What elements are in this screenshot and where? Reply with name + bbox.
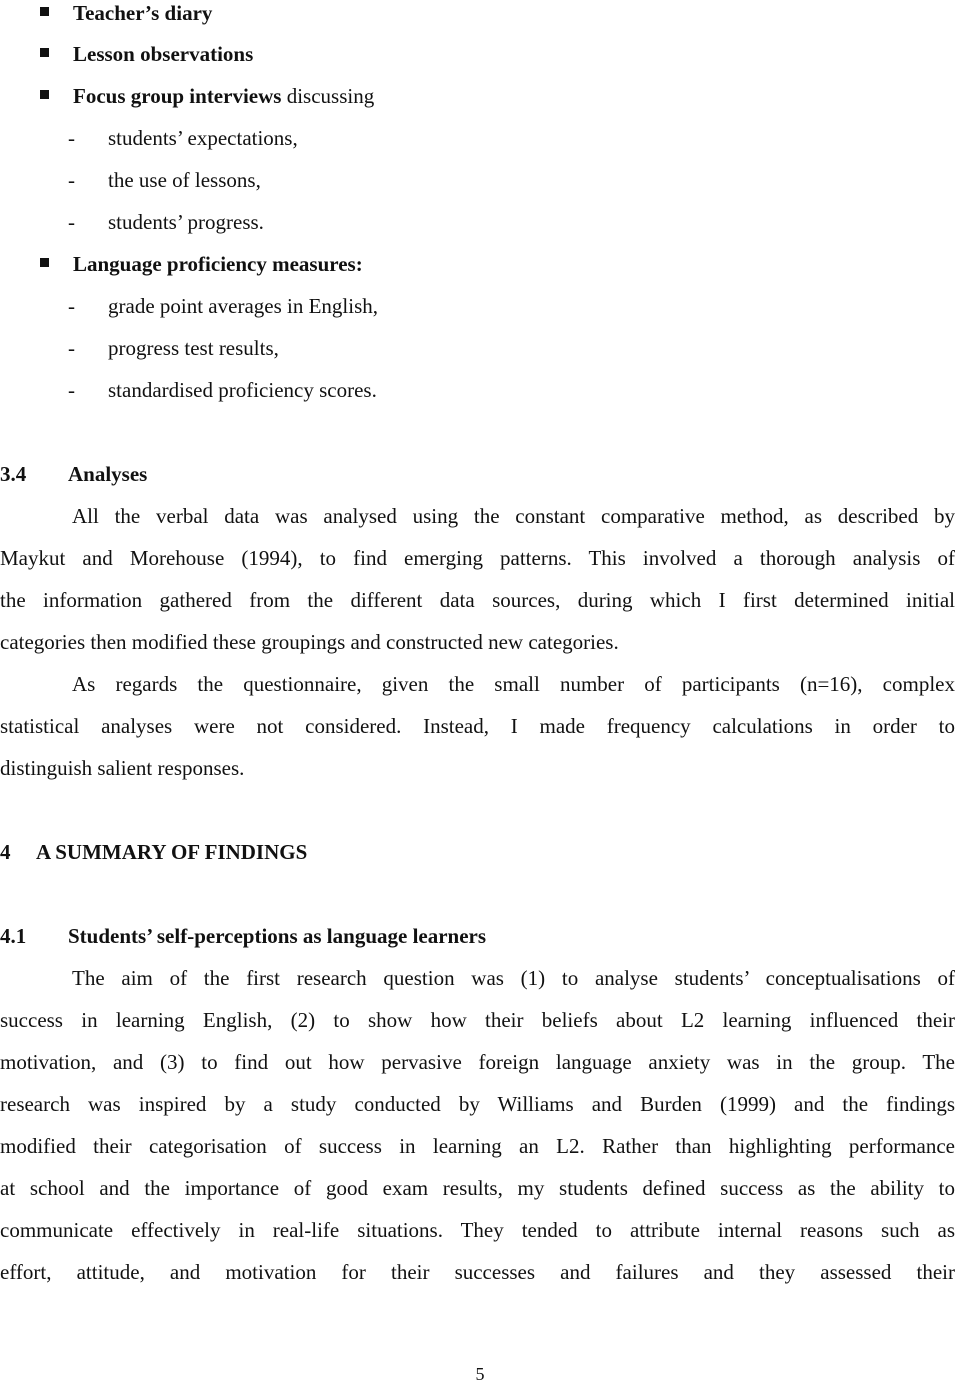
focus-item: - students’ expectations,: [68, 126, 298, 150]
focus-item-text: the use of lessons,: [108, 168, 261, 192]
proficiency-item: - progress test results,: [68, 336, 279, 360]
paragraph-line: Maykut and Morehouse (1994), to find emerging patterns. This involved a thorough analysis of: [0, 546, 955, 570]
section-title: Analyses: [68, 462, 148, 486]
proficiency-item-text: standardised proficiency scores.: [108, 378, 377, 402]
page-number: 5: [475, 1364, 485, 1384]
paragraph-line: distinguish salient responses.: [0, 756, 245, 780]
paragraph-line: motivation, and (3) to find out how pervasive foreign language anxiety was in the group. The: [0, 1050, 955, 1074]
section-number: 4: [0, 840, 11, 864]
paragraph-line: All the verbal data was analysed using the constant comparative method, as described by: [72, 504, 955, 528]
section-number: 4.1: [0, 924, 27, 948]
paragraph-line: the information gathered from the different data sources, during which I first determined initial: [0, 588, 955, 612]
focus-item: - students’ progress.: [68, 210, 264, 234]
bullet-label: Focus group interviews: [73, 84, 282, 108]
paragraph-line: communicate effectively in real-life situations. They tended to attribute internal reasons such as: [0, 1218, 955, 1242]
proficiency-item-text: grade point averages in English,: [108, 294, 379, 318]
focus-item-text: students’ progress.: [108, 210, 264, 234]
proficiency-item: - standardised proficiency scores.: [68, 378, 377, 402]
bullet-label: Teacher’s diary: [73, 1, 213, 25]
focus-item: - the use of lessons,: [68, 168, 261, 192]
paragraph-line: at school and the importance of good exam results, my students defined success as the ability to: [0, 1176, 955, 1200]
paragraph-line: categories then modified these groupings and constructed new categories.: [0, 630, 619, 654]
paragraph-line: research was inspired by a study conducted by Williams and Burden (1999) and the findings: [0, 1092, 955, 1116]
bullet-label: Lesson observations: [73, 42, 254, 66]
paragraph-line: statistical analyses were not considered. Instead, I made frequency calculations in order to: [0, 714, 955, 738]
paragraph-line: success in learning English, (2) to show how their beliefs about L2 learning influenced their: [0, 1008, 955, 1032]
section-title: A SUMMARY OF FINDINGS: [36, 840, 308, 864]
paragraph-line: As regards the questionnaire, given the small number of participants (n=16), complex: [72, 672, 955, 696]
bullet-square-icon: [40, 90, 49, 99]
paragraph-line: The aim of the first research question was (1) to analyse students’ conceptualisations of: [72, 966, 955, 990]
section-number: 3.4: [0, 462, 27, 486]
paragraph-line: effort, attitude, and motivation for their successes and failures and they assessed their: [0, 1260, 955, 1284]
focus-item-text: students’ expectations,: [108, 126, 298, 150]
section-title: Students’ self-perceptions as language learners: [68, 924, 487, 948]
proficiency-item: - grade point averages in English,: [68, 294, 379, 318]
proficiency-item-text: progress test results,: [108, 336, 279, 360]
bullet-square-icon: [40, 48, 49, 57]
bullet-label: Language proficiency measures:: [73, 252, 363, 276]
paragraph-line: modified their categorisation of success in learning an L2. Rather than highlighting performance: [0, 1134, 955, 1158]
bullet-square-icon: [40, 258, 49, 267]
bullet-suffix: discussing: [281, 84, 375, 108]
bullet-square-icon: [40, 7, 49, 16]
